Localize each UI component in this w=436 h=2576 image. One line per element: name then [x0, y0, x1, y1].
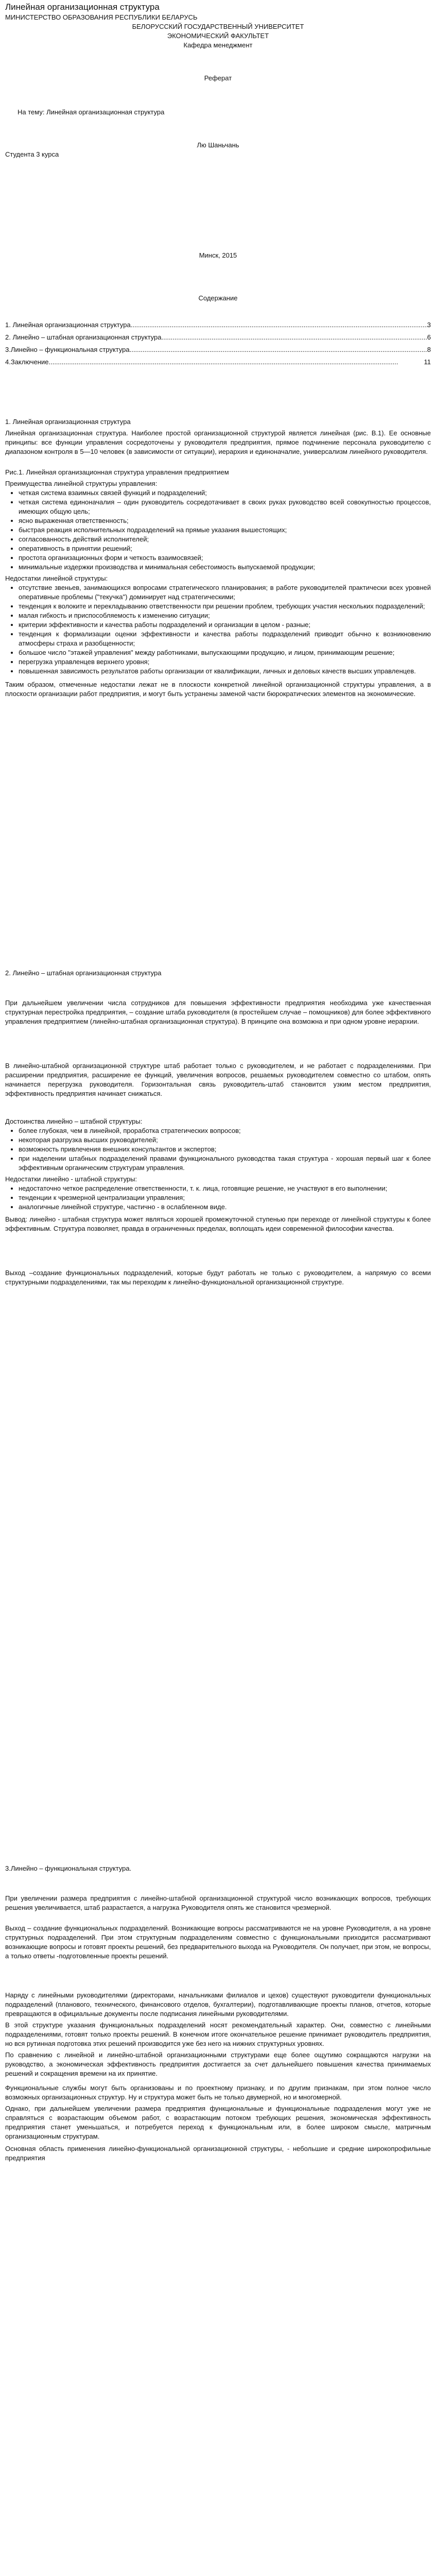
list-item: • согласованность действий исполнителей;	[19, 535, 431, 544]
list-item: • четкая система взаимных связей функций и подразделений;	[19, 488, 431, 498]
section-3-paragraph: По сравнению с линейной и линейно-штабной организационными структурами еще более ощутимо сокращаются нагрузки на руководство, а экономическая эффективность предприятия достигается за счет дальнейшего повышения качества принимаемых решений и сокращения времени на их принятие.	[5, 2051, 431, 2077]
course-line: Студента 3 курса	[5, 150, 59, 158]
list-item: • критерии эффективности и качества работы подразделений и организации в целом - разные;	[19, 620, 431, 630]
work-type: Реферат	[204, 74, 232, 82]
section-1-conclusion: Таким образом, отмеченные недостатки лежат не в плоскости конкретной линейной организационной структуры управления, а в плоскости организации работ предприятия, и могут быть устранены заменой части бюрократических элементов на экономические.	[5, 681, 431, 698]
toc-item[interactable]: 1. Линейная организационная структура ..... 3	[5, 320, 431, 330]
list-item: • оперативность в принятии решений;	[19, 544, 431, 553]
section-1	[0, 417, 436, 699]
list-item: • четкая система единоначалия – один руководитель сосредотачивает в своих руках руководство всей совокупностью процессов, имеющих общую цель;	[19, 498, 431, 516]
disadvantages-list	[5, 583, 431, 676]
toc-heading: Содержание	[198, 294, 238, 302]
list-item: • некоторая разгрузка высших руководителей;	[19, 1136, 431, 1145]
list-item: • тенденция к формализации оценки эффективности и качества работы подразделений приводит обычно к возникновению атмосферы страха и разобщенности;	[19, 630, 431, 648]
section-3-paragraph: В этой структуре указания функциональных подразделений носят рекомендательный характер. Они, совместно с линейными подразделениями, готовят только проекты решений. В конечном итоге окончательное решение принимает руководитель предприятия, но вся рутинная подготовка этих решений производится уже без него на нижних структурных уровнях.	[5, 2021, 431, 2047]
list-item: • отсутствие звеньев, занимающихся вопросами стратегического планирования; в работе руководителей практически всех уровней оперативные проблемы ("текучка") доминирует над стратегическими;	[19, 583, 431, 602]
document-title: Линейная организационная структура	[5, 2, 160, 12]
section-3-paragraph: Выход – создание функциональных подразделений. Возникающие вопросы рассматриваются не на уровне Руководителя, а на уровне структурных подразделений. При этом структурным подразделениям совместно с функциональными приходится рассматривают возникающие вопросы и готовят проекты решений, без предварительного выхода на Руководителя. Он получает, при этом, не вопросы, а только ответы -подготовленные проекты решений.	[5, 1924, 431, 1960]
section-3	[0, 1864, 436, 2163]
topic-line: На тему: Линейная организационная структура	[18, 108, 165, 116]
title-page	[0, 0, 436, 260]
section-1-heading: 1. Линейная организационная структура	[5, 418, 131, 426]
section-2	[0, 969, 436, 1287]
list-item: • повышенная зависимость результатов работы организации от квалификации, личных и деловых качеств высших управленцев.	[19, 667, 431, 676]
list-item: • малая гибкость и приспособляемость к изменению ситуации;	[19, 611, 431, 620]
section-2-paragraph: В линейно-штабной организационной структуре штаб работает только с руководителем, и не работает с подразделениями. При расширении предприятия, расширение ее функций, увеличения вопросов, решаемых руководителем совместно со штабом, опять начинается перегрузка руководителя. Горизонтальная связь руководитель-штаб становится узким местом предприятия, эффективность предприятия начинает снижаться.	[5, 1062, 431, 1097]
section-2-heading: 2. Линейно – штабная организационная структура	[5, 969, 162, 977]
list-item: • при наделении штабных подразделений правами функционального руководства такая структура - хорошая первый шаг к более эффективным органическим структурам управления.	[19, 1154, 431, 1173]
figure-caption: Рис.1. Линейная организационная структура управления предприятием	[5, 468, 229, 476]
toc-item[interactable]: 3.Линейно – функциональная структура ..... 8	[5, 345, 431, 354]
list-item: • быстрая реакция исполнительных подразделений на прямые указания вышестоящих;	[19, 526, 431, 535]
list-item: • недостаточно четкое распределение ответственности, т. к. лица, готовящие решение, не участвуют в его выполнении;	[19, 1184, 431, 1193]
section-2-paragraph: При дальнейшем увеличении числа сотрудников для повышения эффективности предприятия необходима уже качественная структурная перестройка предприятия, – создание штаба руководителя (в простейшем случае – помощников) для более эффективного управления предприятием (линейно-штабная организационная структура). В принципе она возможна и при одном уровне иерархии.	[5, 999, 431, 1025]
section-3-paragraph: При увеличении размера предприятия с линейно-штабной организационной структурой число возникающих вопросов, требующих решения увеличивается, штаб разрастается, а нагрузка Руководителя опять же становится чрезмерной.	[5, 1894, 431, 1911]
table-of-contents	[0, 294, 436, 367]
toc-item[interactable]: 2. Линейно – штабная организационная структура ..... 6	[5, 333, 431, 342]
ministry-line: МИНИСТЕРСТВО ОБРАЗОВАНИЯ РЕСПУБЛИКИ БЕЛАРУСЬ	[5, 13, 198, 21]
department-line: Кафедра менеджмент	[183, 41, 253, 49]
list-item: • тенденция к волоките и перекладыванию ответственности при решении проблем, требующих участия нескольких подразделений;	[19, 602, 431, 611]
list-item: • аналогичные линейной структуре, частично - в ослабленном виде.	[19, 1202, 431, 1212]
list-item: • более глубокая, чем в линейной, проработка стратегических вопросов;	[19, 1126, 431, 1136]
section-3-paragraph: Однако, при дальнейшем увеличении размера предприятия функциональные и функциональные подразделения могут уже не справляться с возрастающим объемом работ, с возрастающим потоком требующих решения, экономическая эффективность предприятия станет уменьшаться, и потребуется переход к функциональным или, в более широком смысле, матричным организационным структурам.	[5, 2105, 431, 2140]
list-item: • возможность привлечения внешних консультантов и экспертов;	[19, 1145, 431, 1154]
section-2-closing: Выход –создание функциональных подразделений, которые будут работать не только с руководителем, а напрямую со всеми структурными подразделениями, так мы переходим к линейно-функциональной организационной структуре.	[5, 1269, 431, 1286]
city-year: Минск, 2015	[199, 251, 237, 259]
advantages-heading: Преимущества линейной структуры управления:	[5, 480, 158, 487]
disadvantages-list	[5, 1184, 431, 1212]
list-item: • большое число "этажей управления" между работниками, выпускающими продукцию, и лицом, принимающим решение;	[19, 648, 431, 657]
list-item: • тенденции к чрезмерной централизации управления;	[19, 1193, 431, 1202]
list-item: • простота организационных форм и четкость взаимосвязей;	[19, 553, 431, 563]
advantages-list	[5, 488, 431, 572]
advantages-list	[5, 1126, 431, 1173]
faculty-line: ЭКОНОМИЧЕСКИЙ ФАКУЛЬТЕТ	[167, 32, 269, 40]
disadvantages-heading: Недостатки линейно - штабной структуры:	[5, 1175, 137, 1183]
section-3-paragraph: Основная область применения линейно-функциональной организационной структуры, - небольшие и средние широкопрофильные предприятия	[5, 2145, 431, 2162]
section-3-heading: 3.Линейно – функциональная структура.	[5, 1865, 132, 1872]
disadvantages-heading: Недостатки линейной структуры:	[5, 574, 108, 582]
list-item: • перегрузка управленцев верхнего уровня;	[19, 657, 431, 667]
advantages-heading: Достоинства линейно – штабной структуры:	[5, 1117, 143, 1125]
university-line: БЕЛОРУССКИЙ ГОСУДАРСТВЕННЫЙ УНИВЕРСИТЕТ	[132, 23, 304, 30]
section-3-paragraph: Функциональные службы могут быть организованы и по проектному признаку, и по другим признакам, при этом полное число возможных организационных структур. Ну и структура может быть не только двумерной, но и многомерной.	[5, 2084, 431, 2101]
list-item: • ясно выраженная ответственность;	[19, 516, 431, 526]
section-3-paragraph: Наряду с линейными руководителями (директорами, начальниками филиалов и цехов) существуют руководители функциональных подразделений (планового, технического, финансового отделов, бухгалтерии), подготавливающие проекты планов, отчетов, которые превращаются в официальные документы после подписания линейными руководителями.	[5, 1991, 431, 2018]
author-name: Лю Шаньчань	[197, 141, 239, 149]
section-1-intro: Линейная организационная структура. Наиболее простой организационной структурой является линейная (рис. В.1). Ее основные принципы: все функции управления сосредоточены у руководителя предприятия, прямое подчинение персонала руководителю с диапазоном контроля в 5—10 человек (в зависимости от ситуации), иерархия и единоначалие, универсализм линейного руководителя.	[5, 429, 431, 455]
section-2-conclusion: Вывод: линейно - штабная структура может являться хорошей промежуточной ступенью при переходе от линейной структуры к более эффективным. Структура позволяет, правда в ограниченных пределах, воплощать идеи современной философии качества.	[5, 1215, 431, 1232]
toc-item[interactable]: 4.Заключение ..... 11	[5, 358, 431, 367]
list-item: • минимальные издержки производства и минимальная себестоимость выпускаемой продукции;	[19, 563, 431, 572]
